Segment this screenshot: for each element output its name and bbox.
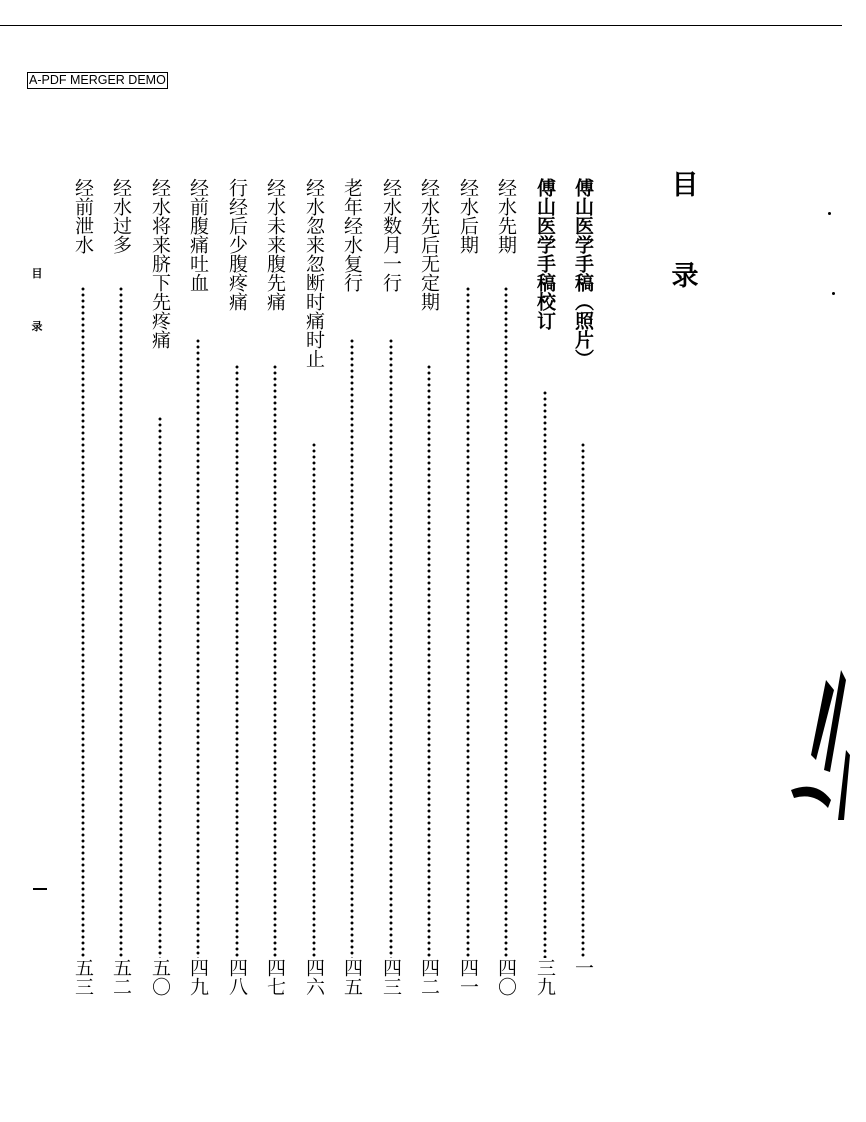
toc-entry-page-number: 五三 — [72, 958, 94, 996]
toc-leader-dots — [119, 286, 123, 958]
toc-entry-page-number: 四〇 — [495, 958, 517, 996]
scan-smudge-graphic — [786, 660, 856, 840]
margin-char-1: 目 — [31, 267, 43, 280]
toc-entry-page-number: 四八 — [226, 958, 248, 996]
toc-entry-page-number: 四七 — [264, 958, 286, 996]
margin-label — [30, 268, 44, 374]
toc-entry-page-number: 五二 — [110, 958, 132, 996]
watermark-label: A-PDF MERGER DEMO — [29, 73, 166, 87]
toc-entry-page-number: 五〇 — [149, 958, 171, 996]
toc-entry-title: 经水数月一行 — [380, 178, 402, 292]
margin-char-2: 录 — [31, 320, 43, 333]
toc-leader-dots — [581, 442, 585, 958]
toc-entry-title: 经水后期 — [457, 178, 479, 254]
toc-entry-title: 经水过多 — [110, 178, 132, 254]
toc-entry-title: 傅山医学手稿校订 — [534, 178, 556, 330]
toc-entry-page-number: 三九 — [534, 958, 556, 996]
toc-entry-title: 老年经水复行 — [341, 178, 363, 292]
toc-entry-title: 傅山医学手稿（照片） — [572, 178, 594, 368]
heading-char-1: 目 — [671, 170, 699, 201]
toc-leader-dots — [158, 416, 162, 958]
toc-entry-title: 经前腹痛吐血 — [187, 178, 209, 292]
toc-leader-dots — [504, 286, 508, 958]
toc-leader-dots — [196, 338, 200, 958]
heading-char-2: 录 — [671, 261, 699, 292]
toc-leader-dots — [235, 364, 239, 958]
toc-leader-dots — [81, 286, 85, 958]
toc-entry-title: 经水将来脐下先疼痛 — [149, 178, 171, 349]
toc-leader-dots — [389, 338, 393, 958]
toc-leader-dots — [427, 364, 431, 958]
toc-entry-page-number: 四九 — [187, 958, 209, 996]
toc-entry-title: 经水先期 — [495, 178, 517, 254]
toc-leader-dots — [466, 286, 470, 958]
toc-leader-dots — [543, 390, 547, 958]
toc-entry-title: 经水未来腹先痛 — [264, 178, 286, 311]
toc-entry-page-number: 四三 — [380, 958, 402, 996]
toc-entry-page-number: 四五 — [341, 958, 363, 996]
toc-entry-title: 经水先后无定期 — [418, 178, 440, 311]
toc-entry-page-number: 四一 — [457, 958, 479, 996]
scan-speck — [832, 292, 835, 295]
toc-entry-page-number: 一 — [572, 958, 594, 977]
toc-leader-dots — [312, 442, 316, 958]
toc-entry-page-number: 四二 — [418, 958, 440, 996]
toc-leader-dots — [273, 364, 277, 958]
toc-entry-title: 经水忽来忽断时痛时止 — [303, 178, 325, 368]
toc-entry-page-number: 四六 — [303, 958, 325, 996]
toc-leader-dots — [350, 338, 354, 958]
page-folio-mark — [33, 888, 47, 890]
toc-entry-title: 经前泄水 — [72, 178, 94, 254]
toc-entry-title: 行经后少腹疼痛 — [226, 178, 248, 311]
scan-speck — [828, 212, 831, 215]
